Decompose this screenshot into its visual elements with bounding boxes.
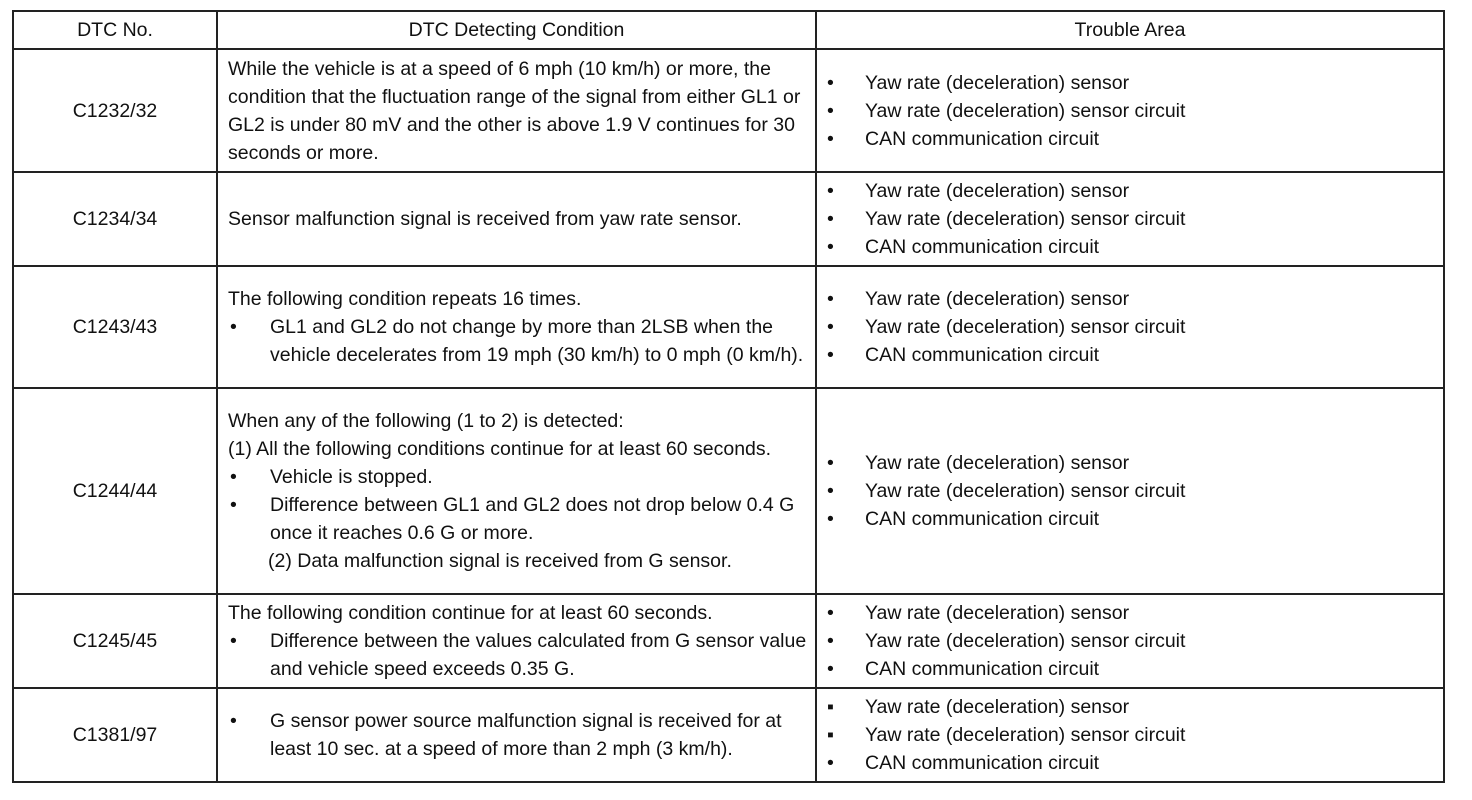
bullet-icon: • [827, 658, 834, 680]
dtc-code: C1381/97 [13, 688, 217, 782]
dtc-code: C1234/34 [13, 172, 217, 266]
condition-bullet: G sensor power source malfunction signal is received for at least 10 sec. at a speed of more than 2 mph (3 km/h). [270, 710, 782, 760]
bullet-icon: • [827, 208, 834, 230]
bullet-icon: • [827, 630, 834, 652]
detecting-condition [217, 266, 816, 388]
list-item [825, 313, 1437, 341]
trouble-area-item: CAN communication circuit [865, 508, 1100, 530]
table-row [13, 594, 1444, 688]
trouble-area-item: CAN communication circuit [865, 752, 1100, 774]
list-item [825, 721, 1437, 749]
list-item [825, 177, 1437, 205]
trouble-area-item: Yaw rate (deceleration) sensor circuit [865, 724, 1186, 746]
dtc-table [12, 10, 1445, 783]
bullet-icon: • [230, 466, 237, 488]
table-row [13, 49, 1444, 172]
bullet-icon: • [827, 180, 834, 202]
trouble-area-item: CAN communication circuit [865, 658, 1100, 680]
dtc-code: C1232/32 [13, 49, 217, 172]
bullet-icon: • [827, 99, 834, 122]
detecting-condition [217, 172, 816, 266]
header-dtc-no: DTC No. [13, 11, 217, 49]
list-item [825, 97, 1437, 125]
bullet-icon: • [827, 452, 834, 474]
list-item [825, 599, 1437, 627]
detecting-condition [217, 594, 816, 688]
detecting-condition [217, 688, 816, 782]
bullet-icon: • [827, 752, 834, 774]
trouble-area-item: Yaw rate (deceleration) sensor circuit [865, 480, 1186, 502]
trouble-area-item: CAN communication circuit [865, 127, 1100, 150]
list-item [825, 285, 1437, 313]
trouble-area-item: Yaw rate (deceleration) sensor [865, 602, 1130, 624]
header-row [13, 11, 1444, 49]
table-row [13, 266, 1444, 388]
condition-bullet: GL1 and GL2 do not change by more than 2LSB when the vehicle decelerates from 19 mph (30 km/h) to 0 mph (0 km/h). [270, 316, 804, 366]
list-item [228, 313, 809, 369]
list-item [228, 627, 809, 683]
bullet-icon: • [230, 494, 237, 516]
trouble-area [816, 388, 1444, 594]
list-item [825, 125, 1437, 153]
bullet-icon: • [230, 710, 237, 732]
trouble-area-item: CAN communication circuit [865, 236, 1100, 258]
bullet-icon: • [230, 316, 237, 338]
table-row [13, 388, 1444, 594]
square-bullet-icon: ▪ [827, 696, 834, 718]
list-item [825, 505, 1437, 533]
list-item [825, 205, 1437, 233]
trouble-area-item: Yaw rate (deceleration) sensor [865, 71, 1130, 94]
detecting-condition [217, 49, 816, 172]
bullet-icon: • [827, 316, 834, 338]
list-item [825, 477, 1437, 505]
condition-text: When any of the following (1 to 2) is detected: [228, 410, 624, 432]
list-item [825, 749, 1437, 777]
condition-item-1: (1) All the following conditions continue for at least 60 seconds. [228, 438, 772, 460]
bullet-icon: • [827, 236, 834, 258]
dtc-code: C1244/44 [13, 388, 217, 594]
condition-text: Sensor malfunction signal is received from yaw rate sensor. [228, 208, 742, 230]
condition-bullet: Difference between GL1 and GL2 does not drop below 0.4 G once it reaches 0.6 G or more. [270, 494, 795, 544]
trouble-area [816, 266, 1444, 388]
detecting-condition [217, 388, 816, 594]
condition-text: The following condition repeats 16 times. [228, 288, 582, 310]
list-item [825, 627, 1437, 655]
trouble-area-item: Yaw rate (deceleration) sensor [865, 180, 1130, 202]
list-item [825, 449, 1437, 477]
bullet-icon: • [827, 288, 834, 310]
bullet-icon: • [230, 630, 237, 652]
trouble-area [816, 594, 1444, 688]
list-item [825, 233, 1437, 261]
bullet-icon: • [827, 480, 834, 502]
list-item [825, 693, 1437, 721]
trouble-area-item: CAN communication circuit [865, 344, 1100, 366]
condition-bullet: Difference between the values calculated from G sensor value and vehicle speed exceeds 0.35 G. [270, 630, 807, 680]
trouble-area-item: Yaw rate (deceleration) sensor circuit [865, 208, 1186, 230]
condition-bullet: Vehicle is stopped. [270, 466, 433, 488]
bullet-icon: • [827, 127, 834, 150]
bullet-icon: • [827, 71, 834, 94]
list-item [228, 707, 809, 763]
list-item [228, 463, 809, 491]
bullet-icon: • [827, 508, 834, 530]
table-row [13, 172, 1444, 266]
trouble-area-item: Yaw rate (deceleration) sensor circuit [865, 630, 1186, 652]
dtc-code: C1245/45 [13, 594, 217, 688]
list-item [825, 341, 1437, 369]
list-item [228, 491, 809, 547]
trouble-area-item: Yaw rate (deceleration) sensor circuit [865, 99, 1186, 122]
condition-text: While the vehicle is at a speed of 6 mph (10 km/h) or more, the condition that the fluctuation range of the signal from either GL1 or GL2 is under 80 mV and the other is above 1.9 V continues for 30 seconds or more. [228, 57, 801, 164]
condition-item-2: (2) Data malfunction signal is received from G sensor. [268, 550, 732, 572]
trouble-area [816, 172, 1444, 266]
trouble-area [816, 49, 1444, 172]
trouble-area-item: Yaw rate (deceleration) sensor circuit [865, 316, 1186, 338]
bullet-icon: • [827, 344, 834, 366]
trouble-area-item: Yaw rate (deceleration) sensor [865, 288, 1130, 310]
trouble-area-item: Yaw rate (deceleration) sensor [865, 696, 1130, 718]
square-bullet-icon: ▪ [827, 724, 834, 746]
bullet-icon: • [827, 602, 834, 624]
table-row [13, 688, 1444, 782]
header-trouble-area: Trouble Area [816, 11, 1444, 49]
trouble-area [816, 688, 1444, 782]
header-detecting-condition: DTC Detecting Condition [217, 11, 816, 49]
trouble-area-item: Yaw rate (deceleration) sensor [865, 452, 1130, 474]
list-item [825, 69, 1437, 97]
dtc-code: C1243/43 [13, 266, 217, 388]
condition-text: The following condition continue for at least 60 seconds. [228, 602, 713, 624]
list-item [825, 655, 1437, 683]
